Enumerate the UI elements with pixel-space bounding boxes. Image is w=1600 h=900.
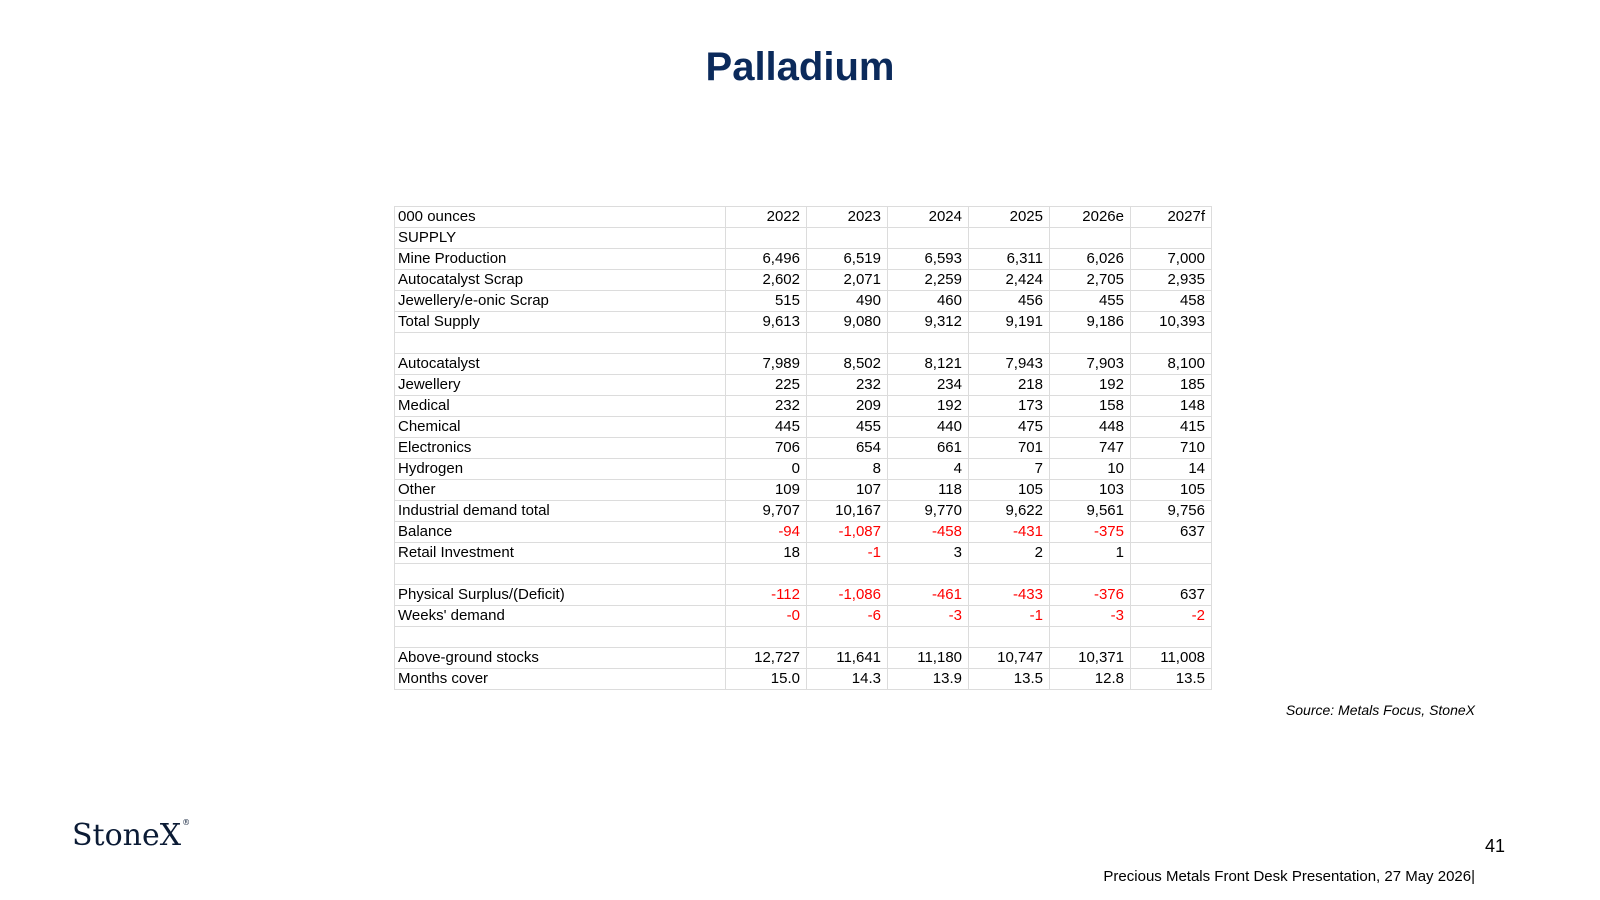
value-cell: -0 [726,606,807,627]
value-cell: 2027f [1131,207,1212,228]
value-cell: 209 [807,396,888,417]
table-header-row [395,207,1212,228]
value-cell: 7,943 [969,354,1050,375]
value-cell: 4 [888,459,969,480]
value-cell [807,627,888,648]
value-cell: 2026e [1050,207,1131,228]
value-cell: 7,989 [726,354,807,375]
value-cell: -2 [1131,606,1212,627]
value-cell: 14 [1131,459,1212,480]
row-label-cell: 000 ounces [395,207,726,228]
value-cell: 14.3 [807,669,888,690]
value-cell: 2023 [807,207,888,228]
value-cell: 232 [807,375,888,396]
table-row [395,270,1212,291]
row-label-cell: Total Supply [395,312,726,333]
value-cell: 710 [1131,438,1212,459]
value-cell: 11,641 [807,648,888,669]
value-cell: -3 [888,606,969,627]
value-cell: 2,705 [1050,270,1131,291]
value-cell: -112 [726,585,807,606]
table-row [395,228,1212,249]
row-label-cell: Mine Production [395,249,726,270]
table-row [395,333,1212,354]
value-cell [888,627,969,648]
row-label-cell: Autocatalyst [395,354,726,375]
value-cell: 7 [969,459,1050,480]
value-cell: -458 [888,522,969,543]
value-cell: 445 [726,417,807,438]
table-row [395,291,1212,312]
value-cell [807,228,888,249]
stonex-logo [72,818,190,853]
value-cell [888,333,969,354]
value-cell [1131,564,1212,585]
logo-text: StoneX [72,818,182,853]
value-cell: 455 [807,417,888,438]
value-cell: 2,259 [888,270,969,291]
row-label-cell: Medical [395,396,726,417]
value-cell: 13.5 [1131,669,1212,690]
value-cell: 192 [1050,375,1131,396]
value-cell: -375 [1050,522,1131,543]
value-cell: 706 [726,438,807,459]
value-cell: -94 [726,522,807,543]
value-cell: 6,026 [1050,249,1131,270]
value-cell [1050,333,1131,354]
value-cell: 2025 [969,207,1050,228]
value-cell: 415 [1131,417,1212,438]
value-cell: 2,935 [1131,270,1212,291]
row-label-cell: SUPPLY [395,228,726,249]
value-cell: 0 [726,459,807,480]
value-cell: 455 [1050,291,1131,312]
value-cell: -461 [888,585,969,606]
value-cell: 701 [969,438,1050,459]
value-cell: 6,519 [807,249,888,270]
value-cell: 10 [1050,459,1131,480]
value-cell: 8 [807,459,888,480]
table-row [395,648,1212,669]
row-label-cell: Balance [395,522,726,543]
value-cell: -1,086 [807,585,888,606]
value-cell: 105 [969,480,1050,501]
value-cell: 13.5 [969,669,1050,690]
value-cell: 9,707 [726,501,807,522]
value-cell: 9,186 [1050,312,1131,333]
value-cell: 440 [888,417,969,438]
value-cell: 1 [1050,543,1131,564]
value-cell: -3 [1050,606,1131,627]
value-cell: 109 [726,480,807,501]
value-cell: 13.9 [888,669,969,690]
table-row [395,249,1212,270]
value-cell: 148 [1131,396,1212,417]
value-cell: 637 [1131,585,1212,606]
row-label-cell: Autocatalyst Scrap [395,270,726,291]
value-cell: 103 [1050,480,1131,501]
value-cell: 3 [888,543,969,564]
row-label-cell: Industrial demand total [395,501,726,522]
value-cell: 2 [969,543,1050,564]
value-cell: 2,602 [726,270,807,291]
value-cell: -1 [807,543,888,564]
value-cell [969,333,1050,354]
table-row [395,669,1212,690]
value-cell [888,228,969,249]
row-label-cell: Physical Surplus/(Deficit) [395,585,726,606]
value-cell [807,564,888,585]
value-cell: 9,622 [969,501,1050,522]
value-cell [726,627,807,648]
value-cell: 747 [1050,438,1131,459]
row-label-cell: Jewellery [395,375,726,396]
page-number: 41 [1484,836,1505,856]
value-cell: 8,502 [807,354,888,375]
value-cell [969,228,1050,249]
value-cell: 12.8 [1050,669,1131,690]
value-cell: 9,312 [888,312,969,333]
value-cell: -6 [807,606,888,627]
value-cell: 15.0 [726,669,807,690]
table-row [395,480,1212,501]
row-label-cell: Jewellery/e-onic Scrap [395,291,726,312]
value-cell: 661 [888,438,969,459]
value-cell: 9,561 [1050,501,1131,522]
table-row [395,522,1212,543]
value-cell: 11,008 [1131,648,1212,669]
table-row [395,585,1212,606]
value-cell: 10,371 [1050,648,1131,669]
value-cell [969,564,1050,585]
palladium-supply-demand-table [394,206,1212,690]
value-cell: 18 [726,543,807,564]
row-label-cell: Above-ground stocks [395,648,726,669]
value-cell: 8,100 [1131,354,1212,375]
value-cell: 11,180 [888,648,969,669]
value-cell: 475 [969,417,1050,438]
table-row [395,564,1212,585]
value-cell: 460 [888,291,969,312]
value-cell: 158 [1050,396,1131,417]
value-cell [726,564,807,585]
value-cell: 2024 [888,207,969,228]
value-cell: 185 [1131,375,1212,396]
registered-mark: ® [182,818,191,827]
value-cell [1131,333,1212,354]
value-cell: 12,727 [726,648,807,669]
value-cell: 118 [888,480,969,501]
value-cell: 232 [726,396,807,417]
table-row [395,459,1212,480]
value-cell: 654 [807,438,888,459]
value-cell [969,627,1050,648]
value-cell: 192 [888,396,969,417]
row-label-cell: Electronics [395,438,726,459]
value-cell [888,564,969,585]
value-cell: 10,747 [969,648,1050,669]
source-note: Source: Metals Focus, StoneX [1285,702,1475,718]
value-cell [1131,228,1212,249]
value-cell [1131,543,1212,564]
value-cell: 2,424 [969,270,1050,291]
value-cell: -1,087 [807,522,888,543]
table-row [395,543,1212,564]
table-row [395,438,1212,459]
footer-text: Precious Metals Front Desk Presentation, 27 May 2026| [1103,868,1475,885]
value-cell: 107 [807,480,888,501]
value-cell: 10,393 [1131,312,1212,333]
value-cell: 458 [1131,291,1212,312]
value-cell: 6,311 [969,249,1050,270]
table-row [395,627,1212,648]
table-row [395,354,1212,375]
value-cell: 105 [1131,480,1212,501]
table-row [395,312,1212,333]
row-label-cell [395,333,726,354]
value-cell: -433 [969,585,1050,606]
row-label-cell: Hydrogen [395,459,726,480]
value-cell: 456 [969,291,1050,312]
value-cell: 637 [1131,522,1212,543]
value-cell [1050,627,1131,648]
value-cell [1050,228,1131,249]
row-label-cell: Months cover [395,669,726,690]
row-label-cell: Other [395,480,726,501]
row-label-cell [395,564,726,585]
value-cell [726,333,807,354]
page-title: Palladium [705,45,895,89]
table-row [395,375,1212,396]
table-row [395,396,1212,417]
value-cell [1131,627,1212,648]
value-cell: -431 [969,522,1050,543]
value-cell: 6,593 [888,249,969,270]
value-cell: 2022 [726,207,807,228]
value-cell: -1 [969,606,1050,627]
value-cell: 9,756 [1131,501,1212,522]
value-cell: 9,080 [807,312,888,333]
table-row [395,606,1212,627]
row-label-cell: Weeks' demand [395,606,726,627]
row-label-cell: Chemical [395,417,726,438]
value-cell [807,333,888,354]
value-cell: 234 [888,375,969,396]
table-row [395,501,1212,522]
value-cell: 6,496 [726,249,807,270]
value-cell: 490 [807,291,888,312]
value-cell: 10,167 [807,501,888,522]
value-cell: 7,903 [1050,354,1131,375]
row-label-cell [395,627,726,648]
value-cell [726,228,807,249]
value-cell: 2,071 [807,270,888,291]
value-cell: -376 [1050,585,1131,606]
value-cell [1050,564,1131,585]
value-cell: 225 [726,375,807,396]
value-cell: 9,770 [888,501,969,522]
value-cell: 8,121 [888,354,969,375]
value-cell: 515 [726,291,807,312]
value-cell: 173 [969,396,1050,417]
table-row [395,417,1212,438]
row-label-cell: Retail Investment [395,543,726,564]
value-cell: 448 [1050,417,1131,438]
value-cell: 9,613 [726,312,807,333]
value-cell: 218 [969,375,1050,396]
value-cell: 9,191 [969,312,1050,333]
value-cell: 7,000 [1131,249,1212,270]
